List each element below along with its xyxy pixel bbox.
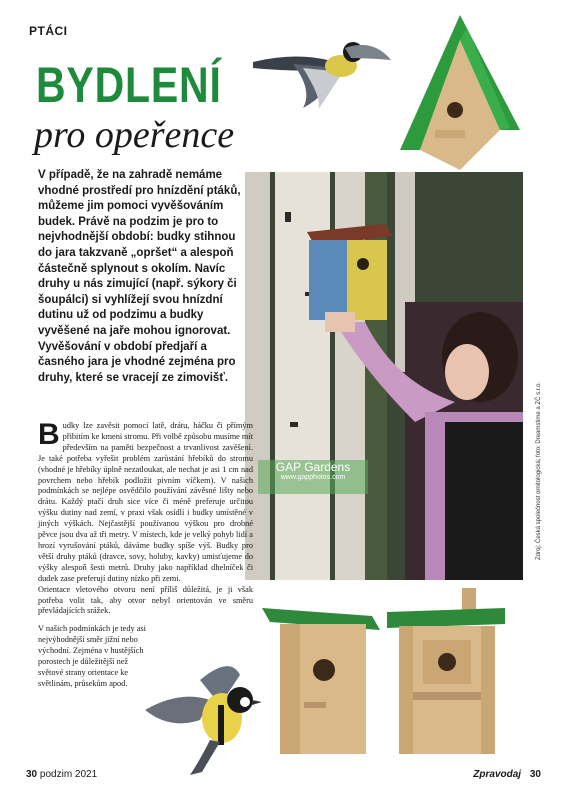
- issue-label: podzim 2021: [39, 769, 98, 780]
- birdhouse-a-frame-illustration: [395, 10, 525, 170]
- great-tit-bird-illustration: [140, 650, 265, 780]
- birdhouse-with-perch-illustration: [387, 588, 507, 758]
- photo-watermark: [258, 460, 368, 494]
- article-body: [38, 418, 253, 617]
- watermark-url: www.gapphotos.com: [280, 474, 346, 481]
- woman-hanging-birdhouse-photo: [245, 172, 523, 580]
- footer-left: [26, 769, 97, 780]
- flying-bird-illustration: [233, 30, 393, 110]
- birdhouse-square-hole-illustration: [262, 598, 380, 758]
- section-label: PTÁCI: [29, 24, 68, 38]
- article-body-continued: V našich podmínkách je tedy asi nejvýhodnější směr jižní nebo východní. Zejména v hustějších porostech je důležitější než světové strany orientace ke světlinám, průsekům apod.: [38, 624, 146, 688]
- body-paragraph-2: Orientace vletového otvoru není příliš důležitá, je ji však potřeba volit tak, aby otvor nebyl orientován ve směru převládajících srážek.: [38, 584, 253, 616]
- page-number-right: 30: [529, 769, 541, 780]
- footer-right: [473, 769, 541, 780]
- article-subtitle: pro opeřence: [34, 114, 235, 156]
- page-number-left: 30: [26, 769, 38, 780]
- watermark-text: GAP Gardens: [275, 460, 351, 474]
- photo-credit: Zdroj: Česká společnost ornitologická; foto: Dreamstime a ZČ s.r.o.: [536, 381, 542, 560]
- lead-paragraph: V případě, že na zahradě nemáme vhodné prostředí pro hnízdění ptáků, můžeme jim pomoci vyvěšováním budek. Právě na podzim je pro to nejvhodnější období: budky stihnou do jara takzvaně „opršet“ a alespoň částečně splynout s okolím. Navíc druhy u nás zimující (např. sýkory či šoupálci) si vyhlížejí svou hnízdní dutinu už od podzimu a budky vyvěšené na jaře mohou ignorovat. Vyvěšování v období předjaří a časného jara je vhodné zejména pro druhy, které se vracejí ze zimovišť.: [38, 169, 241, 384]
- drop-cap: B: [38, 418, 60, 451]
- magazine-name: Zpravodaj: [473, 769, 522, 780]
- body-paragraph-1: udky lze zavěsit pomocí latě, drátu, háčku či přímým přibitím ke kmeni stromu. Při volbě způsobu musíme mít především na paměti bezpečnost a trvanlivost zavěšení. Je také potřeba vyřešit problém zarůstání hřebíků do stromu (vhodné je hřebíky úplně nezatloukat, ale nechat je asi 1 cm nad povrchem nebo hřebík podložit pivním víčkem). V našich podmínkách se nejlépe osvědčilo používání závěsné lišty nebo drátu. Každý ptačí druh sice více či méně preferuje určitou výšku dutiny nad zemí, v praxi však osídlí i budky umístěné v jiných výškách. Nejčastější používanou výškou pro drobné pěvce jsou dva až tři metry. V místech, kde je velký pohyb lidí a hrozí vyrušování ptáků, dáváme budky spíše výš. Budky pro větší druhy ptáků (dravce, sovy, holuby, kavky) umisťujeme do výšky alespoň šesti metrů. Druhy jako například dhelníček či dudek zase preferují dutiny nízko při zemi.: [38, 421, 253, 583]
- article-title: BYDLENÍ: [36, 57, 222, 113]
